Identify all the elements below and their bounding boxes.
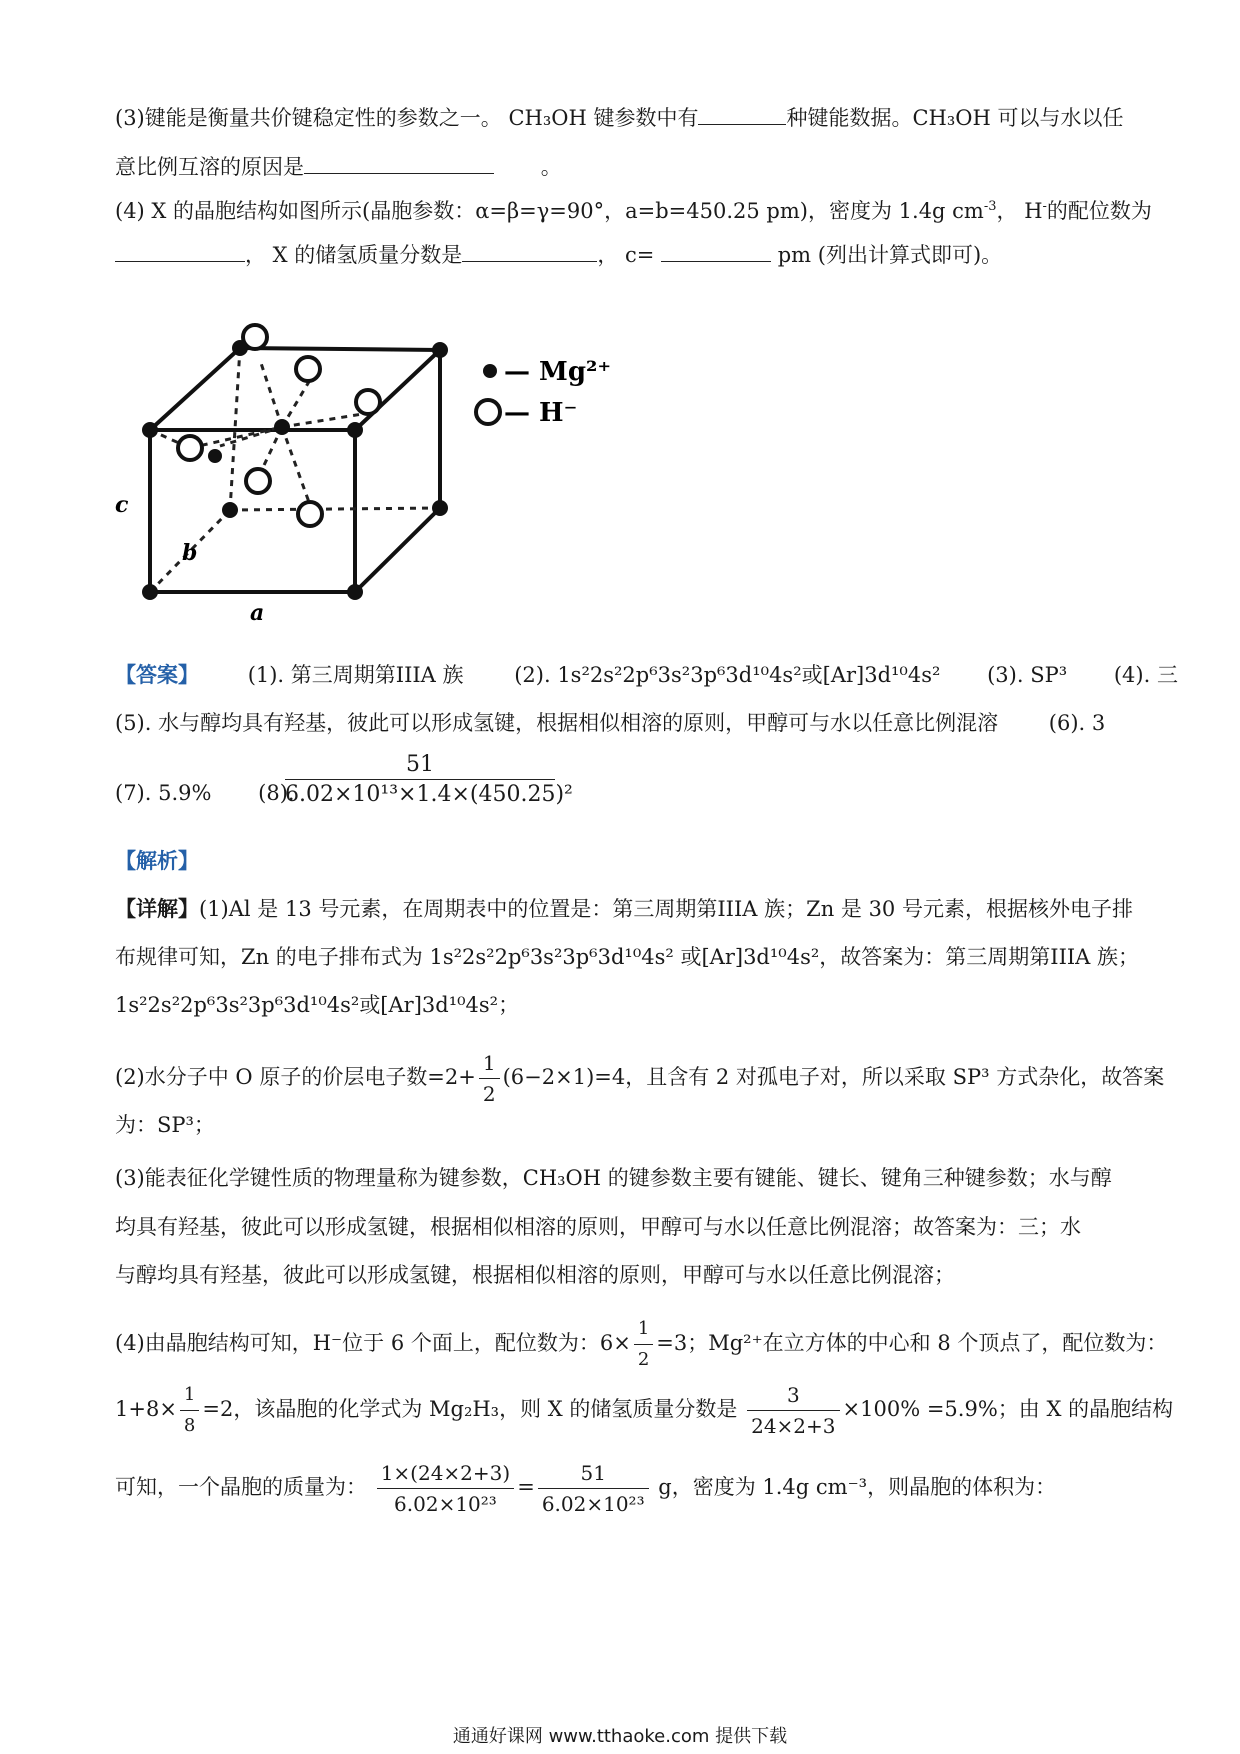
legend-mg-label: — Mg²⁺ <box>504 357 612 387</box>
fraction-denominator: 2 <box>479 1078 500 1109</box>
bond-line <box>282 380 310 427</box>
electron-config: 1s²2s²2p⁶3s²3p⁶3d¹⁰4s² <box>429 945 674 969</box>
electron-config: 1s²2s²2p⁶3s²3p⁶3d¹⁰4s² <box>115 993 360 1017</box>
fraction-denominator: 2 <box>634 1344 653 1375</box>
q4-line-2 <box>115 240 1002 270</box>
magnesium-atom <box>208 449 222 463</box>
fraction-mass <box>747 1380 839 1441</box>
answer-item: 或 <box>801 663 823 687</box>
q4-text: pm (列出计算式即可)。 <box>777 243 1003 267</box>
detail-tag: 【详解】 <box>115 896 199 921</box>
fraction-denominator: 8 <box>180 1410 199 1441</box>
answer-blank[interactable] <box>115 243 245 262</box>
analysis-text: (6−2×1)=4，且含有 2 对孤电子对，所以采取 SP³ 方式杂化，故答案 <box>502 1065 1165 1089</box>
answer-item: (5). 水与醇均具有羟基，彼此可以形成氢键，根据相似相溶的原则，甲醇可与水以任意比例混溶 <box>115 711 999 735</box>
electron-config: 1s²2s²2p⁶3s²3p⁶3d¹⁰4s² <box>557 663 802 687</box>
q4-text: 的配位数为 <box>1046 199 1152 223</box>
q3-text: (3)键能是衡量共价键稳定性的参数之一。 <box>115 106 502 130</box>
formula: CH₃OH <box>508 106 587 130</box>
fraction-denominator: 6.02×10²³ <box>538 1488 649 1519</box>
fraction-cell-mass <box>377 1458 515 1519</box>
magnesium-atom <box>347 422 363 438</box>
answer-item: (1). 第三周期第IIIA 族 <box>247 663 464 687</box>
q3-line-1 <box>115 103 1124 133</box>
fraction-eighth <box>180 1380 199 1441</box>
fraction-denominator: 6.02×10¹³×1.4×(450.25)² <box>285 779 555 807</box>
hydride-atom <box>178 436 202 460</box>
fraction-numerator: 3 <box>786 1383 800 1407</box>
legend-h-circle <box>476 400 500 424</box>
answer-item: (4). 三 <box>1113 663 1178 687</box>
analysis-text: 或[Ar]3d¹⁰4s²，故答案为：第三周期第IIIA 族； <box>680 945 1139 969</box>
answer-item: (8). <box>258 781 295 805</box>
axis-label-b: b <box>182 540 198 566</box>
superscript: - <box>1042 199 1047 214</box>
crystal-cell-figure <box>110 320 670 640</box>
analysis-text: =3；Mg²⁺在立方体的中心和 8 个顶点了，配位数为： <box>656 1331 1168 1355</box>
analysis-p2-line-2 <box>115 1110 215 1140</box>
legend-h-label: — H⁻ <box>504 398 578 428</box>
analysis-text: 均具有羟基，彼此可以形成氢键，根据相似相溶的原则，甲醇可与水以任意比例混溶；故答案为：三；水 <box>115 1215 1081 1239</box>
cell-edge <box>355 508 440 592</box>
fraction-half <box>634 1314 653 1375</box>
analysis-p1-line-2 <box>115 942 1139 972</box>
analysis-text: 1+8× <box>115 1397 177 1421</box>
analysis-text: 与醇均具有羟基，彼此可以形成氢键，根据相似相溶的原则，甲醇可与水以任意比例混溶； <box>115 1263 955 1287</box>
answer-item: (3). SP³ <box>987 663 1068 687</box>
axis-label-c: c <box>115 492 129 518</box>
analysis-p4-line-3 <box>115 1458 1056 1519</box>
analysis-p3-line-3 <box>115 1260 955 1290</box>
formula: CH₃OH <box>912 106 991 130</box>
hydride-atom <box>246 469 270 493</box>
q4-line-1 <box>115 196 1152 226</box>
analysis-tag: 【解析】 <box>115 848 199 873</box>
analysis-text: ×100% =5.9%；由 X 的晶胞结构 <box>842 1397 1174 1421</box>
answer-tag: 【答案】 <box>115 662 199 687</box>
q3-text: 键参数中有 <box>593 106 699 130</box>
analysis-p1-line-3 <box>115 990 519 1020</box>
magnesium-atom <box>142 584 158 600</box>
fraction-numerator: 1 <box>637 1318 650 1339</box>
hydride-atom <box>298 502 322 526</box>
fraction-numerator: 1 <box>482 1051 496 1075</box>
magnesium-atom <box>232 340 248 356</box>
analysis-p3-line-2 <box>115 1212 1081 1242</box>
hydride-atom <box>356 390 380 414</box>
analysis-text: (1)Al 是 13 号元素，在周期表中的位置是：第三周期第IIIA 族；Zn 是 30 号元素，根据核外电子排 <box>199 897 1133 921</box>
analysis-text: (2)水分子中 O 原子的价层电子数=2+ <box>115 1065 476 1089</box>
answer-blank[interactable] <box>698 106 786 125</box>
analysis-p4-line-1 <box>115 1314 1167 1375</box>
analysis-text: 为：SP³； <box>115 1113 215 1137</box>
electron-config: [Ar]3d¹⁰4s² <box>822 663 941 687</box>
legend-mg-dot <box>483 364 497 378</box>
fraction-half <box>479 1048 500 1109</box>
q4-text: ， X 的储氢质量分数是 <box>245 243 463 267</box>
fraction-cell-mass-result <box>538 1458 649 1519</box>
answer-line-2 <box>115 708 1105 738</box>
answer-blank[interactable] <box>304 155 494 174</box>
superscript: -3 <box>983 199 997 214</box>
footer-watermark: 通通好课网 www.tthaoke.com 提供下载 <box>452 1726 788 1747</box>
answer-blank[interactable] <box>661 243 771 262</box>
q4-text: ， c= <box>597 243 655 267</box>
fraction-numerator: 51 <box>580 1461 606 1485</box>
bond-line <box>282 427 310 505</box>
hidden-edge <box>230 508 440 510</box>
fraction-numerator: 1 <box>183 1384 196 1405</box>
q3-text: 。 <box>540 155 562 179</box>
analysis-text: (4)由晶胞结构可知，H⁻位于 6 个面上，配位数为：6× <box>115 1331 631 1355</box>
answer-item: (7). 5.9% <box>115 781 212 805</box>
magnesium-atom <box>274 419 290 435</box>
analysis-p3-line-1 <box>115 1163 1112 1193</box>
cell-edge <box>240 348 440 350</box>
analysis-text: 布规律可知，Zn 的电子排布式为 <box>115 945 423 969</box>
cell-edge <box>150 348 240 430</box>
axis-label-a: a <box>250 600 265 626</box>
q3-text: 意比例互溶的原因是 <box>115 155 304 179</box>
analysis-p2-line-1 <box>115 1048 1164 1109</box>
magnesium-atom <box>222 502 238 518</box>
q4-text: ， H <box>996 199 1043 223</box>
equals-sign: = <box>517 1475 535 1499</box>
answer-item: (6). 3 <box>1048 711 1106 735</box>
q3-text: 可以与水以任 <box>997 106 1124 130</box>
fraction-numerator: 1×(24×2+3) <box>380 1461 511 1485</box>
answer-8-fraction <box>285 752 573 807</box>
analysis-p1-line-1 <box>115 894 1133 924</box>
analysis-tag-line <box>115 846 199 876</box>
fraction-denominator: 6.02×10²³ <box>377 1488 515 1519</box>
analysis-text: 或[Ar]3d¹⁰4s²； <box>359 993 520 1017</box>
analysis-text: (3)能表征化学键性质的物理量称为键参数，CH₃OH 的键参数主要有键能、键长、键角三种键参数；水与醇 <box>115 1166 1112 1190</box>
answer-line-3 <box>115 778 295 808</box>
bond-line <box>260 360 282 427</box>
q4-text: (4) X 的晶胞结构如图所示(晶胞参数：α=β=γ=90°，a=b=450.25 pm)，密度为 1.4g cm <box>115 199 984 223</box>
magnesium-atom <box>142 422 158 438</box>
analysis-text: =2，该晶胞的化学式为 Mg₂H₃，则 X 的储氢质量分数是 <box>202 1397 738 1421</box>
analysis-text: g，密度为 1.4g cm⁻³，则晶胞的体积为： <box>658 1475 1057 1499</box>
magnesium-atom <box>432 342 448 358</box>
answer-line-1 <box>115 660 1178 690</box>
hydride-atom <box>296 357 320 381</box>
magnesium-atom <box>347 584 363 600</box>
answer-blank[interactable] <box>462 243 597 262</box>
fraction-numerator: 51 <box>406 752 434 777</box>
q3-line-2 <box>115 152 562 182</box>
q3-text: 种键能数据。 <box>786 106 913 130</box>
fraction-denominator: 24×2+3 <box>747 1410 839 1441</box>
answer-item: (2). <box>514 663 551 687</box>
analysis-p4-line-2 <box>115 1380 1173 1441</box>
analysis-text: 可知，一个晶胞的质量为： <box>115 1475 367 1499</box>
magnesium-atom <box>432 500 448 516</box>
